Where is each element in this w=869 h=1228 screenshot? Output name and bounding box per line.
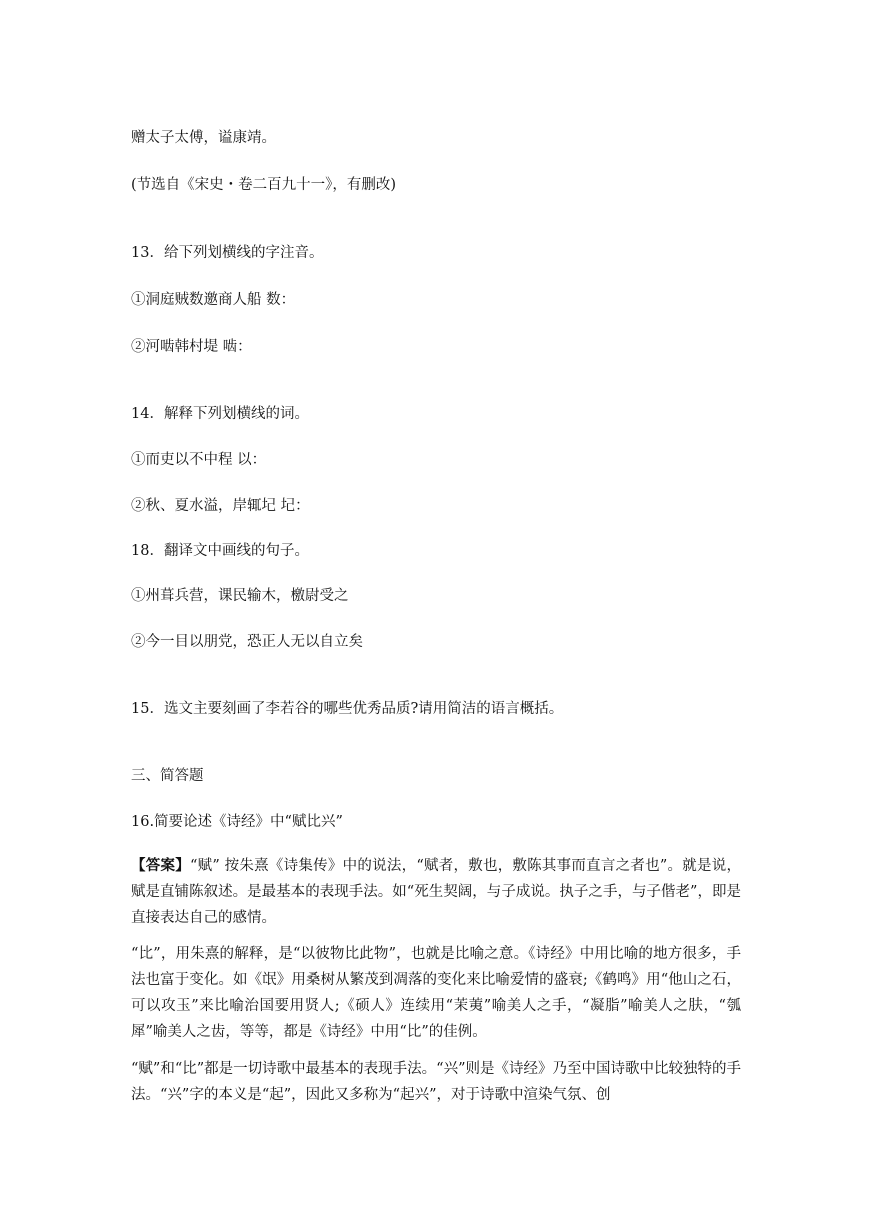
- question-18-heading: 18．翻译文中画线的句子。: [131, 543, 309, 559]
- answer-paragraph-2: “比”，用朱熹的解释，是“以彼物比此物”，也就是比喻之意。《诗经》中用比喻的地方很多，手法也富于变化。如《氓》用桑树从繁茂到凋落的变化来比喻爱情的盛衰;《鹤鸣》用“他山之石，可以攻玉”来比喻治国要用贤人;《硕人》连续用“茉荑”喻美人之手，“凝脂”喻美人之肤，“瓠犀”喻美人之齿，等等，都是《诗经》中用“比”的佳例。: [131, 946, 741, 1040]
- answer-paragraph-1-text: “赋” 按朱熹《诗集传》中的说法，“赋者，敷也，敷陈其事而直言之者也”。就是说，赋是直铺陈叙述。是最基本的表现手法。如“死生契阔，与子成说。执子之手，与子偕老”，即是直接表达自己的感情。: [131, 858, 742, 926]
- answer-paragraph-1: [131, 853, 741, 931]
- section-3-heading: 三、简答题: [131, 768, 204, 784]
- question-14-item-2: ②秋、夏水溢，岸辄圮 圮：: [131, 498, 310, 514]
- answer-label: 【答案】: [131, 857, 190, 874]
- question-18-item-2: ②今一目以朋党，恐正人无以自立矣: [131, 634, 363, 650]
- text-line-posthumous-title: 赠太子太傅，谥康靖。: [131, 130, 276, 146]
- question-13-item-1: ①洞庭贼数邀商人船 数：: [131, 292, 296, 308]
- question-18-item-1: ①州葺兵营，课民输木，檄尉受之: [131, 588, 349, 604]
- question-13-heading: 13．给下列划横线的字注音。: [131, 245, 324, 261]
- source-citation: (节选自《宋史・卷二百九十一》，有删改): [131, 177, 397, 193]
- question-15-heading: 15．选文主要刻画了李若谷的哪些优秀品质?请用简洁的语言概括。: [131, 701, 564, 717]
- question-13-item-2: ②河啮韩村堤 啮：: [131, 339, 252, 355]
- question-14-item-1: ①而吏以不中程 以：: [131, 452, 267, 468]
- question-16-heading: 16.简要论述《诗经》中“赋比兴”: [131, 814, 343, 830]
- question-14-heading: 14．解释下列划横线的词。: [131, 406, 309, 422]
- answer-paragraph-3: “赋”和“比”都是一切诗歌中最基本的表现手法。“兴”则是《诗经》乃至中国诗歌中比较独特的手法。“兴”字的本义是“起”，因此又多称为“起兴”，对于诗歌中渲染气氛、创: [131, 1061, 741, 1103]
